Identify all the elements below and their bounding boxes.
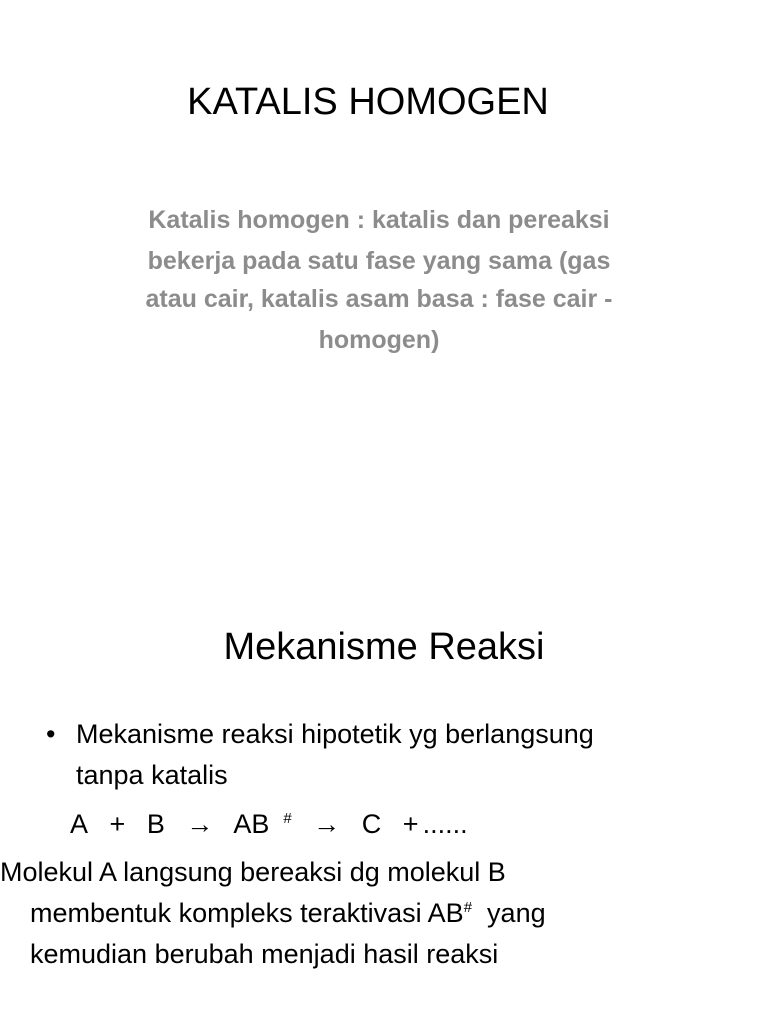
complex-sup: # bbox=[283, 810, 292, 827]
para-text: membentuk kompleks teraktivasi AB bbox=[30, 898, 464, 928]
plus-sign: + bbox=[402, 809, 419, 839]
bullet-marker: • bbox=[46, 719, 56, 749]
subtitle-line: atau cair, katalis asam basa : fase cair - bbox=[145, 285, 613, 313]
bullet-text: Mekanisme reaksi hipotetik yg berlangsung bbox=[76, 719, 594, 749]
reaction-equation bbox=[46, 796, 746, 852]
reactant-a: A bbox=[70, 809, 89, 839]
product-c: C bbox=[361, 809, 382, 839]
bullet-continuation: tanpa katalis bbox=[76, 760, 228, 790]
ellipsis: ...... bbox=[422, 809, 468, 839]
subtitle-line: homogen) bbox=[318, 326, 440, 354]
subtitle-line: bekerja pada satu fase yang sama (gas bbox=[147, 247, 611, 275]
reactant-b: B bbox=[146, 809, 165, 839]
complex-sup: # bbox=[463, 899, 473, 916]
arrow-right-icon: → bbox=[313, 809, 341, 839]
slide-title: KATALIS HOMOGEN bbox=[187, 81, 549, 123]
slide-mekanisme-reaksi bbox=[0, 512, 768, 1024]
para-text: yang bbox=[487, 898, 546, 928]
para-line: Molekul A langsung bereaksi dg molekul B bbox=[0, 857, 506, 887]
plus-sign: + bbox=[109, 809, 126, 839]
subtitle-line: Katalis homogen : katalis dan pereaksi bbox=[148, 206, 610, 234]
slide-content bbox=[0, 714, 746, 975]
arrow-right-icon: → bbox=[186, 809, 214, 839]
slide-subtitle bbox=[114, 198, 644, 362]
para-line: kemudian berubah menjadi hasil reaksi bbox=[30, 939, 499, 969]
para-line bbox=[0, 893, 746, 934]
bullet-item bbox=[46, 714, 746, 755]
complex-label: AB bbox=[233, 809, 270, 839]
activated-complex bbox=[233, 809, 291, 839]
slide-title: Mekanisme Reaksi bbox=[223, 626, 545, 668]
